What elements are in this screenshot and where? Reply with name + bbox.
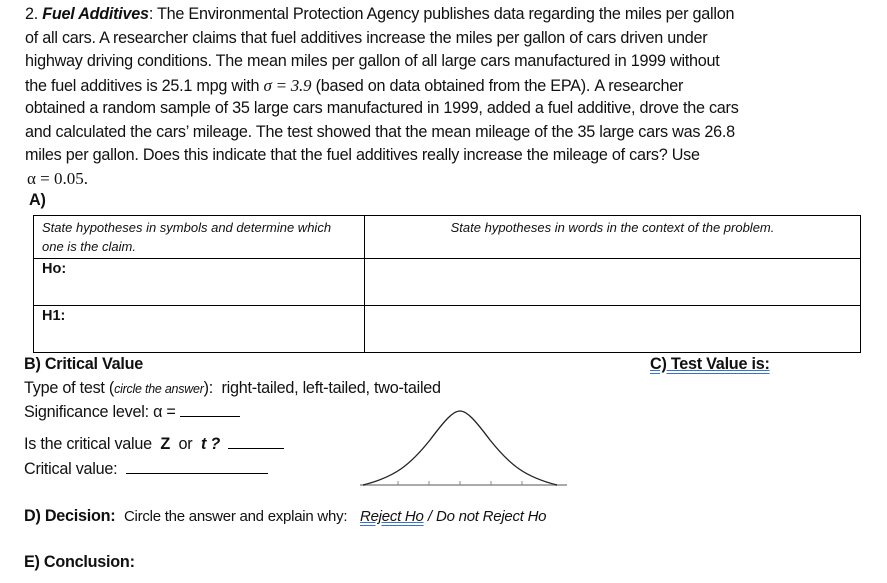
separator: / xyxy=(427,508,432,525)
h1-words-cell[interactable] xyxy=(365,306,861,353)
test-value-label: C) Test Value is: xyxy=(650,355,770,373)
problem-line-7: miles per gallon. Does this indicate that the fuel additives really increase the mileage of cars? Use xyxy=(25,146,700,164)
decision-instruction: Circle the answer and explain why: xyxy=(123,508,348,525)
do-not-reject-option[interactable]: Do not Reject Ho xyxy=(436,508,547,525)
problem-text: the fuel additives is 25.1 mpg with xyxy=(25,77,260,95)
or-text: or xyxy=(178,435,193,453)
part-b-label: B) Critical Value xyxy=(24,355,143,373)
col1-header: State hypotheses in symbols and determine which one is the claim. xyxy=(34,216,365,259)
col2-header: State hypotheses in words in the context of the problem. xyxy=(365,216,861,259)
problem-line-4 xyxy=(25,76,683,96)
t-option: t ? xyxy=(200,435,220,453)
h1-cell[interactable]: H1: xyxy=(34,306,365,353)
z-or-t-blank[interactable] xyxy=(228,434,284,449)
critical-value-line xyxy=(24,459,268,479)
sigma-value: σ = 3.9 xyxy=(263,76,312,95)
normal-curve-icon xyxy=(355,405,570,495)
alpha-blank[interactable] xyxy=(180,402,240,417)
problem-text: (based on data obtained from the EPA). A researcher xyxy=(315,77,684,95)
part-c-label xyxy=(650,355,770,374)
z-option: Z xyxy=(160,435,171,453)
test-type-line xyxy=(24,379,441,398)
problem-title: Fuel Additives xyxy=(42,5,149,23)
decision-line xyxy=(24,507,546,526)
alpha-value: α = 0.05. xyxy=(27,169,88,188)
problem-number: 2. xyxy=(25,5,39,23)
z-or-t-line xyxy=(24,434,284,454)
problem-line-5: obtained a random sample of 35 large cars manufactured in 1999, added a fuel additive, drove the cars xyxy=(25,99,739,117)
problem-text: The Environmental Protection Agency publishes data regarding the miles per gallon xyxy=(157,5,735,23)
reject-ho-option[interactable]: Reject Ho xyxy=(360,508,424,525)
problem-line-6: and calculated the cars’ mileage. The test showed that the mean mileage of the 35 large cars was 26.8 xyxy=(25,123,735,141)
tail-options[interactable]: right-tailed, left-tailed, two-tailed xyxy=(221,379,441,397)
ho-words-cell[interactable] xyxy=(365,259,861,306)
part-d-label: D) Decision: xyxy=(24,507,116,525)
critical-value-blank[interactable] xyxy=(126,459,268,474)
hypotheses-table xyxy=(33,215,861,353)
type-close: ): xyxy=(203,379,214,397)
circle-instruction: circle the answer xyxy=(114,382,204,396)
significance-line xyxy=(24,402,240,422)
part-e-label: E) Conclusion: xyxy=(24,553,135,571)
part-a-label: A) xyxy=(29,191,46,209)
problem-line-1: 2. Fuel Additives: The Environmental Protection Agency publishes data regarding the miles per gallon xyxy=(25,5,735,23)
crit-question: Is the critical value xyxy=(24,435,152,453)
problem-line-3: highway driving conditions. The mean miles per gallon of all large cars manufactured in 1999 without xyxy=(25,52,720,70)
type-label: Type of test ( xyxy=(24,379,115,397)
problem-line-2: of all cars. A researcher claims that fuel additives increase the miles per gallon of cars driven under xyxy=(25,29,708,47)
sig-label: Significance level: α = xyxy=(24,403,176,421)
ho-cell[interactable]: Ho: xyxy=(34,259,365,306)
crit-label: Critical value: xyxy=(24,460,118,478)
